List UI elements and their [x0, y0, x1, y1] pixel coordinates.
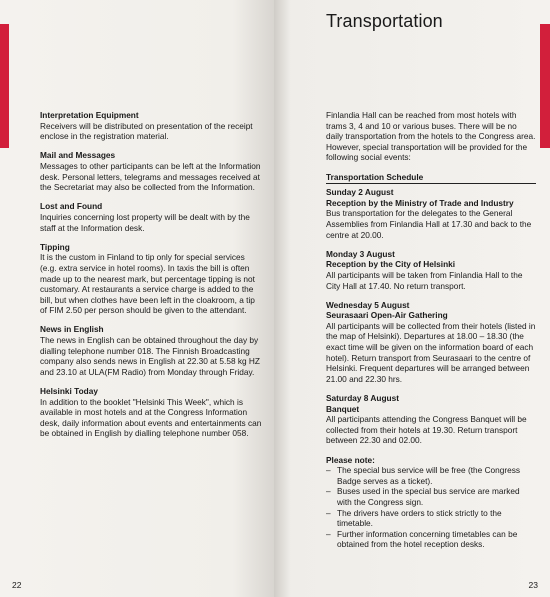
section-text: Inquiries concerning lost property will be dealt with by the staff at the Information desk. — [40, 211, 250, 233]
section-interpretation-equipment — [40, 110, 262, 142]
event-saturday — [326, 393, 536, 446]
red-edge-tab — [0, 24, 9, 148]
event-name: Reception by the City of Helsinki — [326, 259, 456, 270]
right-page-content — [326, 110, 536, 550]
event-name: Seurasaari Open-Air Gathering — [326, 310, 448, 321]
intro-paragraph: Finlandia Hall can be reached from most hotels with trams 3, 4 and 10 or various buses. There will be no daily transportation from the hotels to the Congress area. However, special transportation will be provided for the following social events: — [326, 110, 536, 163]
red-edge-tab — [540, 24, 550, 148]
section-text: It is the custom in Finland to tip only for special services (e.g. extra service in hotel rooms). In taxis the bill is often made up to the nearest mark, but percentage tipping is not customary. At restaurants a service charge is added to the bill, but when clothes have been left in the cloakroom, a tip of FIM 2.50 per person should be given to the attendant. — [40, 252, 255, 316]
note-item: – The special bus service will be free (the Congress Badge serves as a ticket). — [326, 465, 536, 486]
section-tipping — [40, 242, 262, 316]
section-heading: Helsinki Today — [40, 386, 98, 397]
page-title: Transportation — [326, 11, 443, 31]
section-text: In addition to the booklet "Helsinki This Week", which is available in most hotels and at the Congress Information desk, daily information about events and entertainments can be obtained in English by dialling telephone number 058. — [40, 396, 262, 439]
notes-list — [326, 465, 536, 550]
page-number-left: 22 — [12, 580, 22, 590]
section-heading: Mail and Messages — [40, 150, 116, 161]
section-news-in-english — [40, 324, 262, 377]
event-text: All participants attending the Congress Banquet will be collected from their hotels at 19.30. Return transport between 22.30 and 02.00. — [326, 414, 527, 446]
section-heading: News in English — [40, 324, 104, 335]
event-wednesday — [326, 300, 536, 385]
section-text: The news in English can be obtained throughout the day by dialling telephone number 018. The Finnish Broadcasting company also sends news in English at 22.30 at 5.58 kg HZ and 23.10 at ULA(FM Radio) from Monday through Friday. — [40, 335, 260, 377]
section-text: Messages to other participants can be left at the Information desk. Personal letters, telegrams and messages received at the Secretariat may also be collected from the Information. — [40, 160, 261, 193]
left-page-content — [40, 110, 262, 448]
section-lost-and-found — [40, 201, 262, 233]
page-number-right: 23 — [528, 580, 538, 590]
section-helsinki-today — [40, 386, 262, 439]
note-item: – Further information concerning timetables can be obtained from the hotel reception desks. — [326, 529, 536, 550]
section-heading: Lost and Found — [40, 201, 103, 212]
event-name: Banquet — [326, 403, 360, 414]
event-date: Sunday 2 August — [326, 187, 394, 198]
right-page — [274, 0, 550, 597]
section-mail-and-messages — [40, 150, 262, 192]
event-date: Saturday 8 August — [326, 393, 399, 404]
section-heading: Interpretation Equipment — [40, 110, 139, 120]
left-page — [0, 0, 274, 597]
event-monday — [326, 249, 536, 291]
event-name: Reception by the Ministry of Trade and Industry — [326, 197, 514, 208]
event-text: Bus transportation for the delegates to the General Assemblies from Finlandia Hall at 17.30 and back to the centre at 20.00. — [326, 208, 532, 240]
section-text: Receivers will be distributed on presentation of the receipt enclose in the registration material. — [40, 120, 253, 142]
event-sunday — [326, 187, 536, 240]
note-item: – Buses used in the special bus service are marked with the Congress sign. — [326, 486, 536, 507]
notes-heading: Please note: — [326, 454, 375, 465]
schedule-heading: Transportation Schedule — [326, 172, 536, 185]
event-date: Monday 3 August — [326, 248, 395, 259]
event-text: All participants will be taken from Finlandia Hall to the City Hall at 17.40. No return transport. — [326, 269, 523, 291]
event-date: Wednesday 5 August — [326, 299, 410, 310]
section-heading: Tipping — [40, 241, 70, 252]
note-item: – The drivers have orders to stick strictly to the timetable. — [326, 508, 536, 529]
event-text: All participants will be collected from their hotels (listed in the map of Helsinki). Departures at 18.00 – 18.30 (the exact time will be given on the information board of each hotel). Return transport from Seurasaari to the centre of Helsinki. Frequent departures will be arranged between 21.00 and 22.30 hrs. — [326, 320, 536, 384]
